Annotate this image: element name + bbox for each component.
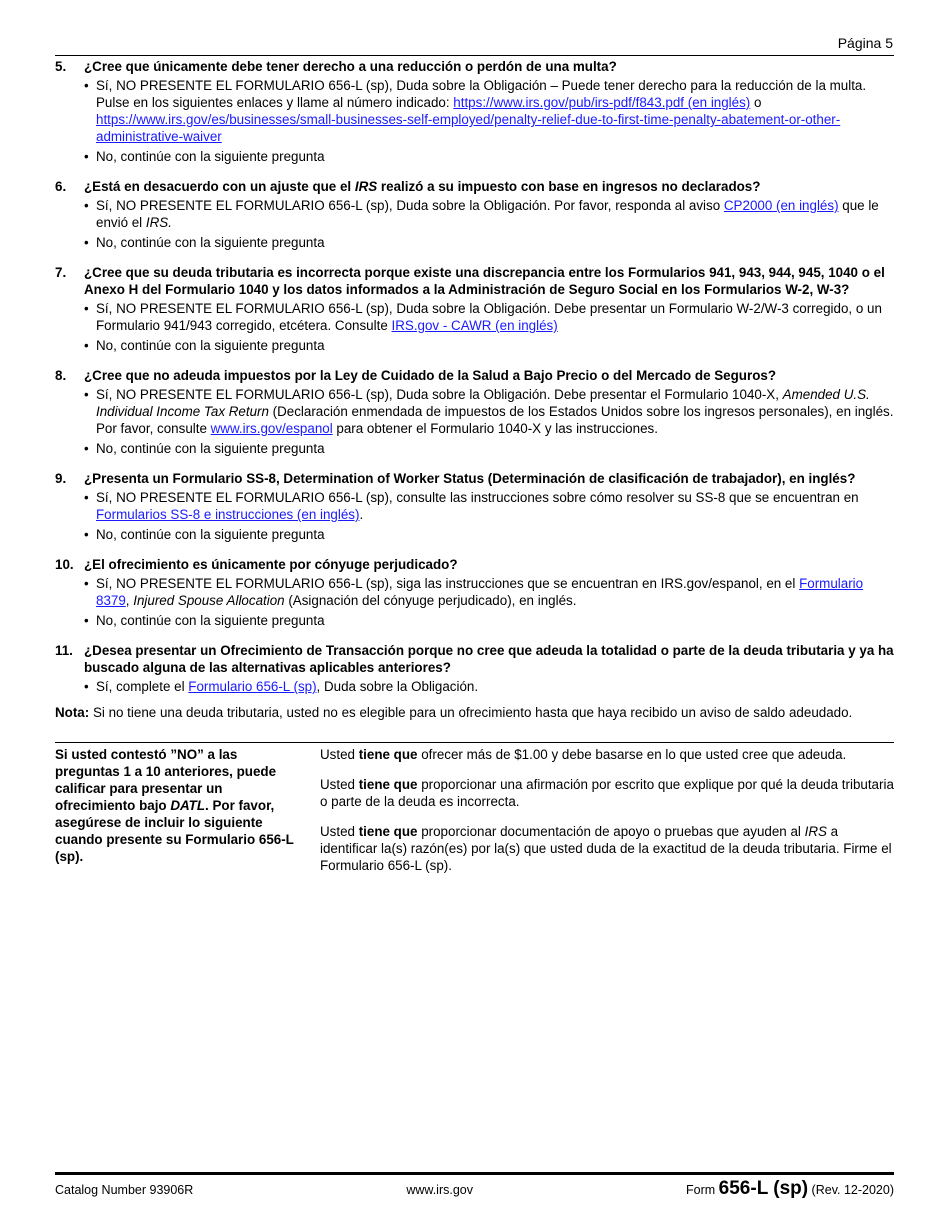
- catalog-number: Catalog Number 93906R: [55, 1183, 194, 1197]
- answer-no: • No, continúe con la siguiente pregunta: [84, 234, 894, 251]
- answer-yes: • Sí, NO PRESENTE EL FORMULARIO 656-L (sp), siga las instrucciones que se encuentran en IRS.gov/espanol, en el Formulario 8379, Injured Spouse Allocation (Asignación del cónyuge perjudicado), en inglés.: [84, 575, 894, 609]
- requirements-intro: Si usted contestó ”NO” a las preguntas 1 a 10 anteriores, puede calificar para presentar un ofrecimiento bajo DATL. Por favor, asegúrese de incluir lo siguiente cuando presente su Formulario 656-L (sp).: [55, 747, 294, 864]
- top-rule: [55, 55, 894, 56]
- answer-yes: • Sí, NO PRESENTE EL FORMULARIO 656-L (sp), Duda sobre la Obligación – Puede tener derecho para la reducción de la multa. Pulse en los siguientes enlaces y llame al número indicado: https://www.irs.gov/pub/irs-pdf/f843.pdf (en inglés) o https://www.irs.gov/es/businesses/small-businesses-self-employed/penalty-relief-due-to-first-time-penalty-abatement-or-other-administrative-waiver: [84, 77, 894, 145]
- requirement-3: Usted tiene que proporcionar documentación de apoyo o pruebas que ayuden al IRS a identificar la(s) razón(es) por la(s) que usted duda de la exactitud de la deuda tributaria. Firme el Formulario 656-L (sp).: [320, 824, 892, 873]
- form-id: Form 656-L (sp) (Rev. 12-2020): [686, 1178, 894, 1199]
- link-form-656l[interactable]: Formulario 656-L (sp): [188, 679, 317, 694]
- question-11: [55, 642, 894, 695]
- answer-yes: • Sí, NO PRESENTE EL FORMULARIO 656-L (sp), consulte las instrucciones sobre cómo resolver su SS-8 que se encuentran en Formularios SS-8 e instrucciones (en inglés).: [84, 489, 894, 523]
- footer: [55, 1180, 894, 1199]
- question-number: 7.: [55, 265, 67, 280]
- question-number: 5.: [55, 59, 67, 74]
- question-number: 9.: [55, 471, 67, 486]
- question-8: [55, 367, 894, 457]
- link-irs-espanol[interactable]: www.irs.gov/espanol: [210, 421, 333, 436]
- link-cawr[interactable]: IRS.gov - CAWR (en inglés): [391, 318, 558, 333]
- question-text: ¿Cree que únicamente debe tener derecho a una reducción o perdón de una multa?: [84, 59, 617, 74]
- page-number: Página 5: [837, 35, 893, 51]
- answer-yes: • Sí, NO PRESENTE EL FORMULARIO 656-L (sp), Duda sobre la Obligación. Debe presentar un Formulario W-2/W-3 corregido, o un Formulario 941/943 corregido, etcétera. Consulte IRS.gov - CAWR (en inglés): [84, 300, 894, 334]
- question-9: [55, 470, 894, 543]
- question-text: ¿Presenta un Formulario SS-8, Determination of Worker Status (Determinación de clasificación de trabajador), en inglés?: [84, 471, 856, 486]
- section-divider: [55, 742, 894, 743]
- answer-no: • No, continúe con la siguiente pregunta: [84, 148, 894, 165]
- answer-no: • No, continúe con la siguiente pregunta: [84, 440, 894, 457]
- link-penalty-relief[interactable]: https://www.irs.gov/es/businesses/small-businesses-self-employed/penalty-relief-due-to-first-time-penalty-abatement-or-other-administrative-waiver: [96, 112, 841, 144]
- question-text: ¿Desea presentar un Ofrecimiento de Transacción porque no cree que adeuda la totalidad o parte de la deuda tributaria y ya ha buscado alguna de las alternativas aplicables anteriores?: [84, 643, 894, 675]
- requirement-2: Usted tiene que proporcionar una afirmación por escrito que explique por qué la deuda tributaria o parte de la deuda es incorrecta.: [320, 777, 894, 809]
- answer-yes: • Sí, NO PRESENTE EL FORMULARIO 656-L (sp), Duda sobre la Obligación. Por favor, responda al aviso CP2000 (en inglés) que le envió el IRS.: [84, 197, 894, 231]
- question-text: ¿Cree que no adeuda impuestos por la Ley de Cuidado de la Salud a Bajo Precio o del Mercado de Seguros?: [84, 368, 776, 383]
- question-5: [55, 58, 894, 165]
- question-number: 10.: [55, 557, 74, 572]
- answer-yes: • Sí, complete el Formulario 656-L (sp), Duda sobre la Obligación.: [84, 678, 894, 695]
- website: www.irs.gov: [406, 1183, 473, 1197]
- link-cp2000[interactable]: CP2000 (en inglés): [723, 198, 839, 213]
- requirements-box: [55, 746, 894, 887]
- questions-section: [55, 58, 894, 721]
- question-text: ¿Está en desacuerdo con un ajuste que el IRS realizó a su impuesto con base en ingresos no declarados?: [84, 179, 761, 194]
- link-form-8379[interactable]: Formulario 8379: [96, 576, 864, 608]
- question-text: ¿Cree que su deuda tributaria es incorrecta porque existe una discrepancia entre los Formularios 941, 943, 944, 945, 1040 o el Anexo H del Formulario 1040 y los datos informados a la Administración de Seguro Social en los Formularios W-2, W-3?: [84, 265, 885, 297]
- answer-no: • No, continúe con la siguiente pregunta: [84, 612, 894, 629]
- question-text: ¿El ofrecimiento es únicamente por cónyuge perjudicado?: [84, 557, 458, 572]
- requirement-1: Usted tiene que ofrecer más de $1.00 y debe basarse en lo que usted cree que adeuda.: [320, 747, 847, 762]
- question-7: [55, 264, 894, 354]
- question-number: 11.: [55, 643, 73, 658]
- note: Nota: Si no tiene una deuda tributaria, usted no es elegible para un ofrecimiento hasta que haya recibido un aviso de saldo adeudado.: [55, 705, 853, 720]
- link-f843[interactable]: https://www.irs.gov/pub/irs-pdf/f843.pdf (en inglés): [453, 95, 751, 110]
- question-number: 6.: [55, 179, 67, 194]
- question-10: [55, 556, 894, 629]
- footer-rule: [55, 1172, 894, 1175]
- answer-no: • No, continúe con la siguiente pregunta: [84, 337, 894, 354]
- link-ss8[interactable]: Formularios SS-8 e instrucciones (en inglés): [96, 507, 360, 522]
- requirements-list: [320, 746, 894, 887]
- question-number: 8.: [55, 368, 67, 383]
- answer-no: • No, continúe con la siguiente pregunta: [84, 526, 894, 543]
- answer-yes: • Sí, NO PRESENTE EL FORMULARIO 656-L (sp), Duda sobre la Obligación. Debe presentar el Formulario 1040-X, Amended U.S. Individual Income Tax Return (Declaración enmendada de impuestos de los Estados Unidos sobre los ingresos personales), en inglés. Por favor, consulte www.irs.gov/espanol para obtener el Formulario 1040-X y las instrucciones.: [84, 386, 894, 437]
- question-6: [55, 178, 894, 251]
